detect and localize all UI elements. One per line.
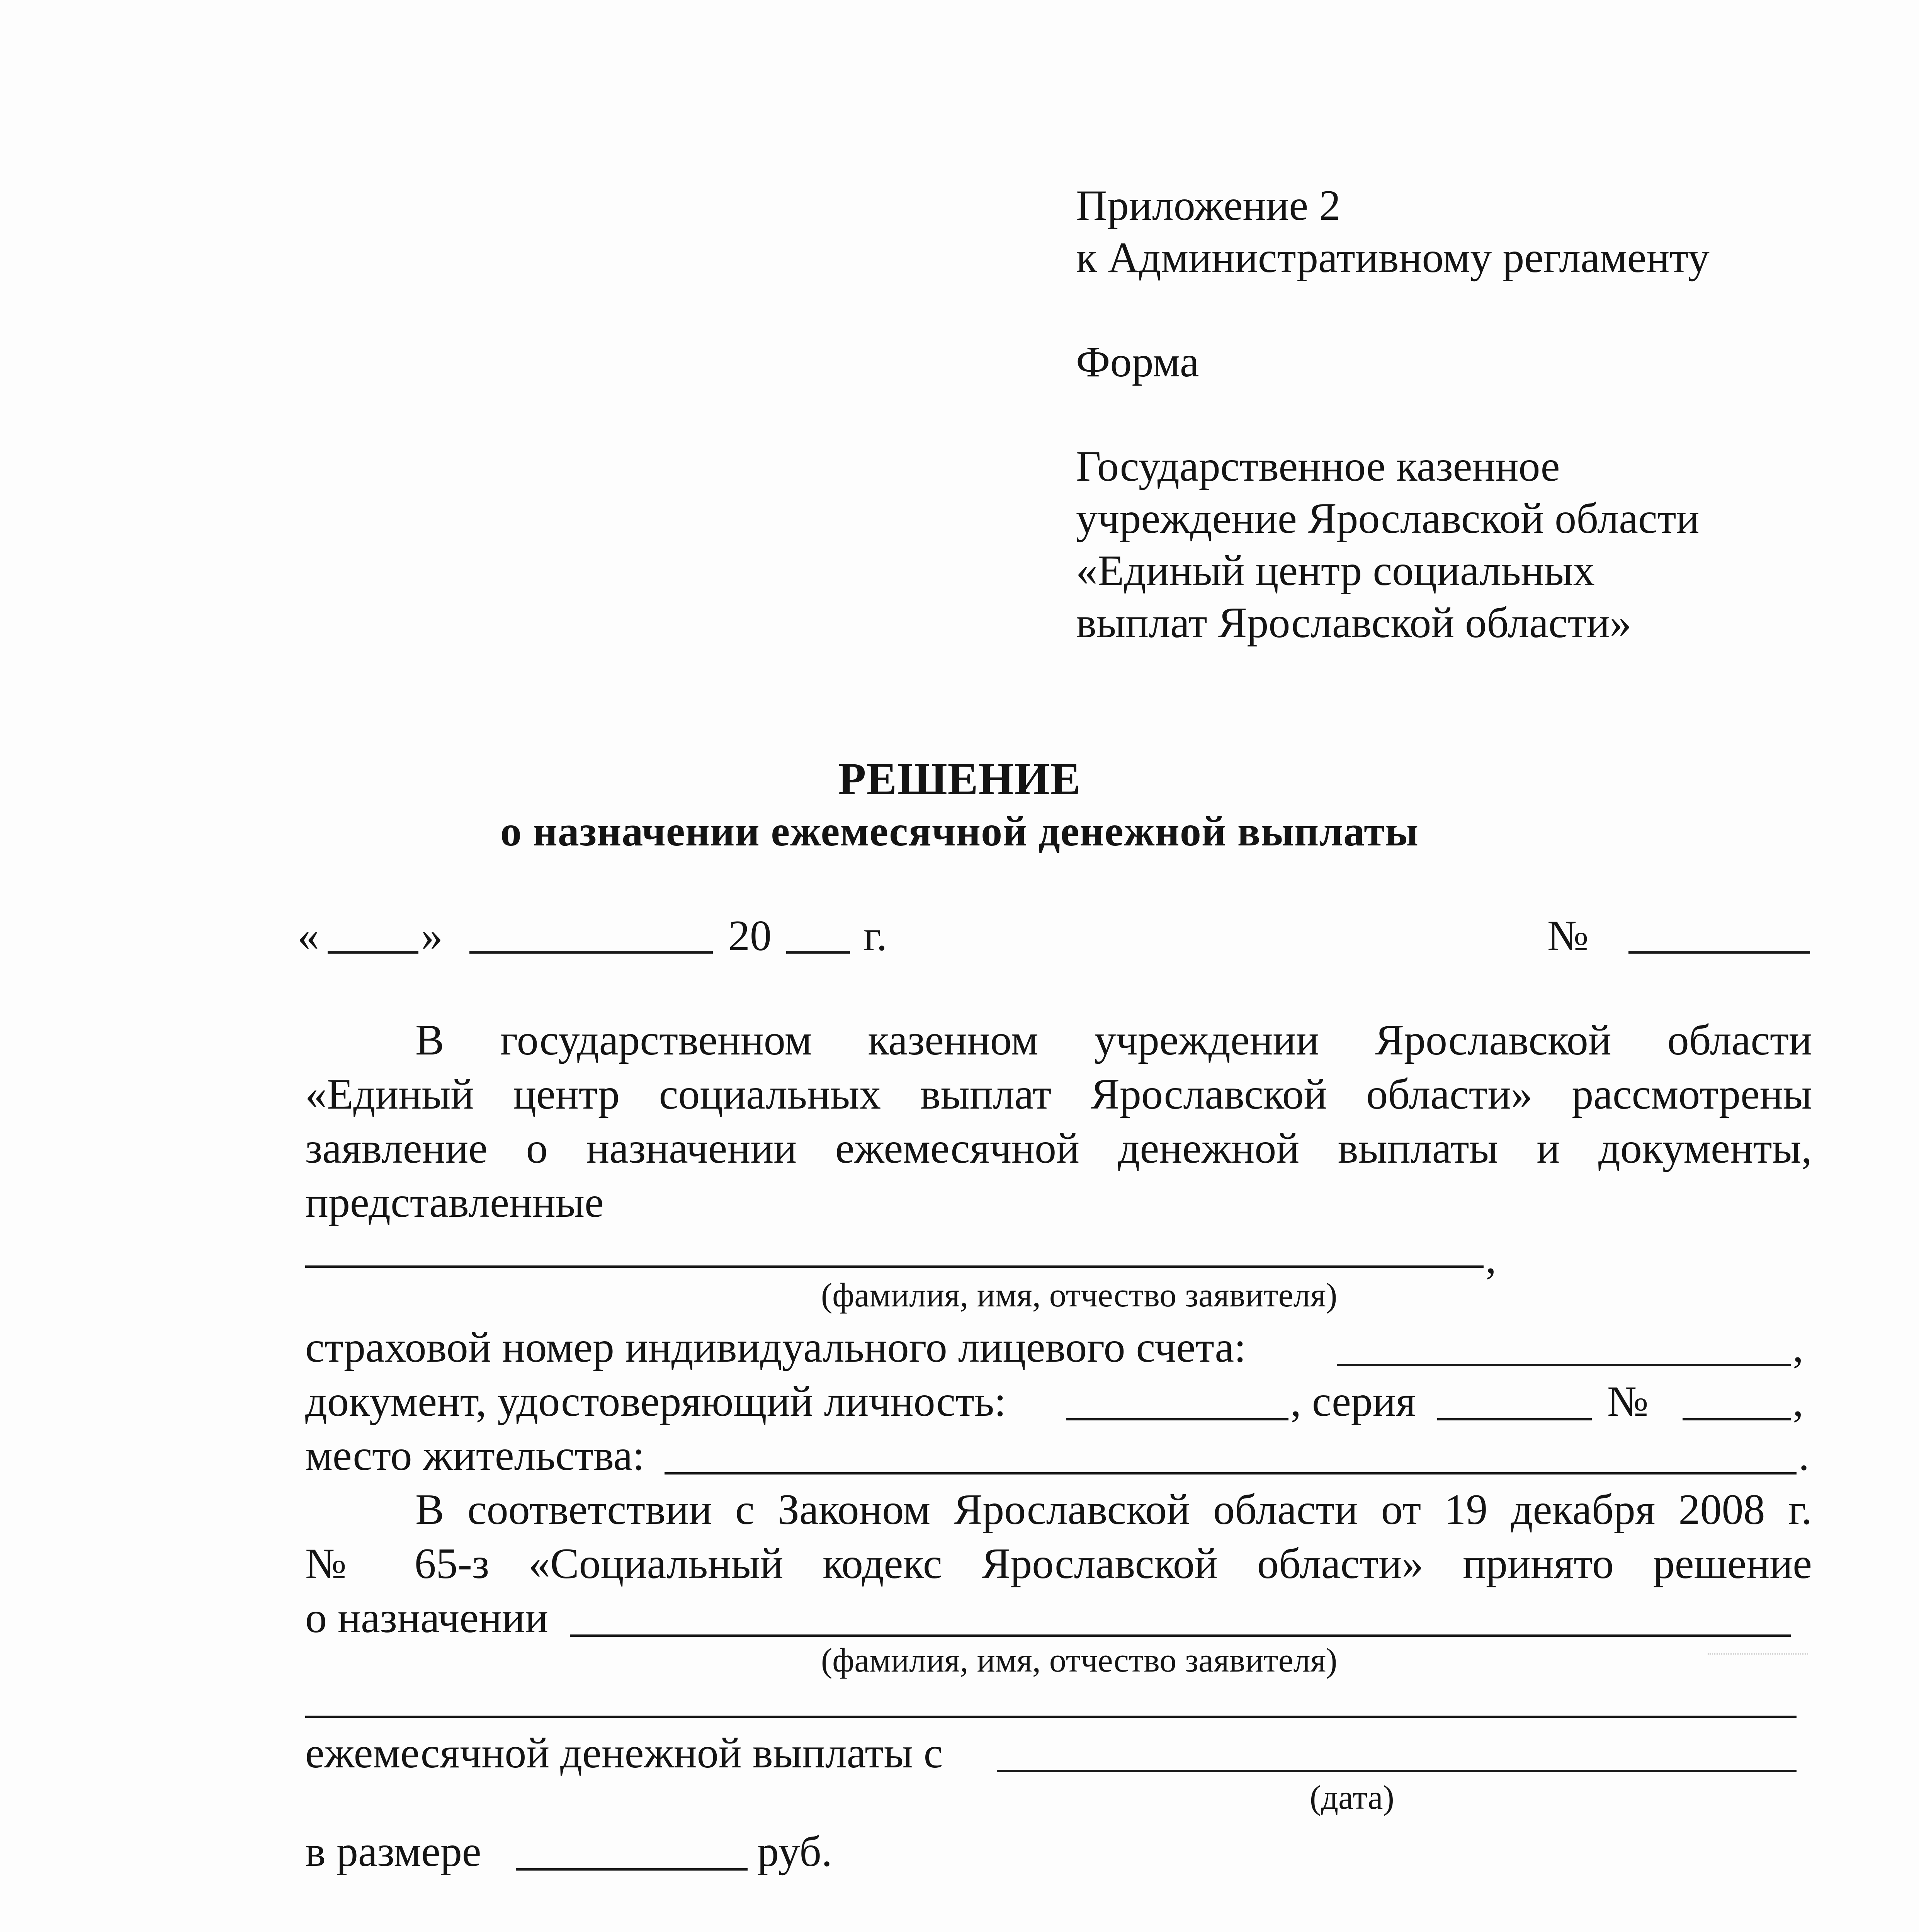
- day-blank: [328, 951, 418, 954]
- document-title: РЕШЕНИЕ: [838, 753, 1081, 804]
- paragraph2-line-2: № 65-з «Социальный кодекс Ярославской области» принято решение: [305, 1540, 1812, 1588]
- institution-line-2: учреждение Ярославской области: [1076, 495, 1700, 543]
- date-close-quote: »: [421, 912, 443, 960]
- amount-blank: [516, 1868, 748, 1871]
- snils-label: страховой номер индивидуального лицевого счета:: [305, 1323, 1246, 1371]
- institution-line-3: «Единый центр социальных: [1076, 547, 1595, 595]
- assignee-blank: [570, 1634, 1791, 1637]
- assignee-continuation-blank: [305, 1716, 1797, 1718]
- document-subtitle: о назначении ежемесячной денежной выплаты: [500, 808, 1419, 855]
- date-open-quote: «: [297, 912, 319, 960]
- residence-end: .: [1798, 1432, 1809, 1480]
- year-blank: [786, 951, 850, 954]
- number-blank: [1628, 951, 1810, 954]
- id-end: ,: [1793, 1378, 1803, 1425]
- month-blank: [469, 951, 713, 954]
- form-label: Форма: [1076, 338, 1199, 386]
- paragraph1-line-3: заявление о назначении ежемесячной денежной выплаты и документы,: [305, 1124, 1812, 1172]
- snils-end: ,: [1793, 1323, 1803, 1371]
- snils-blank: [1337, 1364, 1791, 1366]
- assignee-caption: (фамилия, имя, отчество заявителя): [821, 1642, 1338, 1679]
- applicant-comma: ,: [1486, 1235, 1496, 1282]
- paragraph1-line-2: «Единый центр социальных выплат Ярославской области» рассмотрены: [305, 1070, 1812, 1118]
- institution-line-4: выплат Ярославской области»: [1076, 599, 1632, 647]
- residence-label: место жительства:: [305, 1432, 645, 1480]
- institution-line-1: Государственное казенное: [1076, 442, 1560, 490]
- applicant-name-blank: [305, 1265, 1484, 1268]
- assign-label: о назначении: [305, 1594, 548, 1642]
- amount-prefix: в размере: [305, 1828, 481, 1876]
- paragraph1-line-4: представленные: [305, 1179, 604, 1226]
- amount-suffix: руб.: [757, 1828, 833, 1876]
- id-doc-blank: [1066, 1418, 1288, 1420]
- payment-date-blank: [997, 1770, 1797, 1772]
- id-number-blank: [1683, 1418, 1791, 1420]
- year-suffix: г.: [863, 912, 887, 960]
- series-label: , серия: [1290, 1378, 1416, 1425]
- payment-date-caption: (дата): [1310, 1779, 1394, 1816]
- id-number-sign: №: [1607, 1378, 1649, 1425]
- series-blank: [1437, 1418, 1592, 1420]
- applicant-caption: (фамилия, имя, отчество заявителя): [821, 1277, 1338, 1314]
- scan-artifact: [1708, 1652, 1808, 1655]
- regulation-label: к Административному регламенту: [1076, 234, 1710, 282]
- id-doc-label: документ, удостоверяющий личность:: [305, 1378, 1006, 1425]
- paragraph1-line-1: В государственном казенном учреждении Ярославской области: [415, 1016, 1812, 1064]
- paragraph2-line-1: В соответствии с Законом Ярославской области от 19 декабря 2008 г.: [415, 1486, 1812, 1534]
- year-prefix: 20: [728, 912, 772, 960]
- number-sign: №: [1547, 912, 1589, 960]
- appendix-label: Приложение 2: [1076, 182, 1341, 230]
- payment-from-label: ежемесячной денежной выплаты с: [305, 1729, 943, 1777]
- residence-blank: [665, 1472, 1797, 1475]
